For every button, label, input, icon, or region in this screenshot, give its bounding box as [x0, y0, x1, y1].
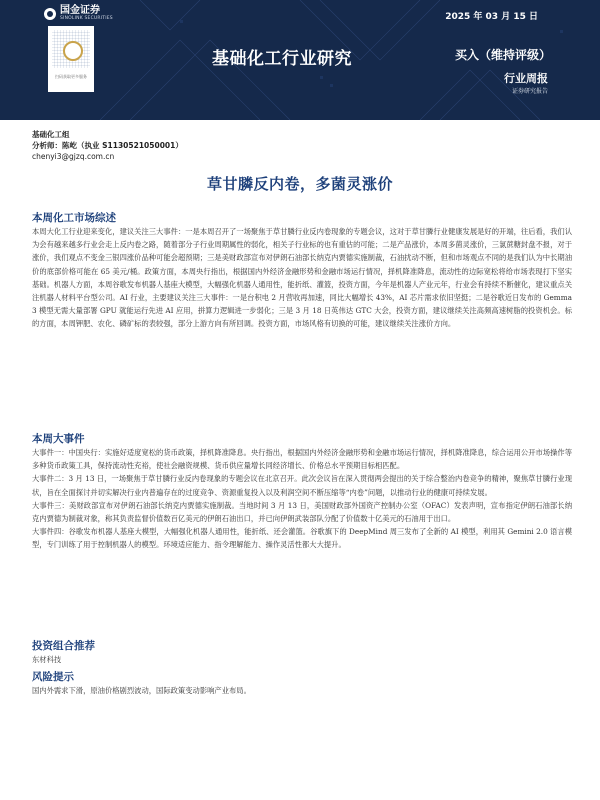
qr-seal-icon — [63, 41, 83, 61]
report-banner — [0, 0, 600, 120]
report-date: 2025 年 03 月 15 日 — [445, 12, 538, 22]
main-title: 草甘膦反内卷，多菌灵涨价 — [206, 175, 393, 193]
market-review-text — [32, 225, 572, 331]
brand-name-cn: 国金证券 — [60, 5, 100, 16]
portfolio-text: 东材科技 — [32, 655, 62, 664]
qr-label: 扫码获取更多服务 — [55, 74, 87, 79]
report-subtype: 证券研究报告 — [511, 88, 548, 95]
weekly-events-list — [32, 446, 572, 552]
portfolio-heading: 投资组合推荐 — [32, 640, 95, 652]
brand-name-en: SINOLINK SECURITIES — [60, 16, 113, 21]
portfolio-section — [32, 640, 572, 666]
author-email[interactable]: chenyi3@gjzq.com.cn — [32, 152, 115, 161]
author-analyst: 分析师：陈屹（执业 S1130521050001） — [32, 141, 183, 150]
report-title: 基础化工行业研究 — [212, 49, 352, 69]
risk-heading: 风险提示 — [32, 671, 74, 683]
rating: 买入（维持评级） — [454, 48, 551, 62]
market-review-paragraph: 本周大化工行业迎来变化，建议关注三大事件：一是本周召开了一场聚焦于草甘膦行业反内卷现象的专题会议，这对于草甘膦行业健康发展是好的开端，往后看，我们认为会有越来越多行业会走上反内卷之路，随着部分子行业周期属性的弱化，相关子行业标的也有重估的可能；二是产品涨价，本周多菌灵涨价，三氯蔗糖封盘不报，对于涨价，我们观点不变金三银四涨价品种可能会超预期；三是美财政部宣布对伊朗石油部长纳克内贾德实施制裁，石油扰动不断，但和市场观点不同的是我们认为中长期油价的底部价格可能在 65 美元/桶。政策方面，本周央行指出，根据国内外经济金融形势和金融市场运行情况，择机降准降息，流动性的边际宽松将给市场表现打下坚实基础。机器人方面，本周谷歌发布机器人基座大模型，大幅强化机器人通用性，能折纸、灌篮，投资方面，今年是机器人产业元年，行业会有持续不断催化，建议重点关注机器人材料平台型公司。AI 行业，主要建议关注三大事件：一是台积电 2 月营收再加速，同比大幅增长 43%，AI 芯片需求依旧坚挺；二是谷歌近日发布的 Gemma 3 模型无需大量部署 GPU 就能运行先进 AI 应用，拼算力逻辑进一步弱化；三是 3 月 18 日英伟达 GTC 大会，投资方面，建议继续关注高频高速树脂的投资机会。标的方面，本周钾肥、农化、磷矿标的表较强，部分上游方向有所回调。投资方面，市场风格有切换的可能，建议继续关注涨价方向。 — [32, 227, 572, 329]
report-type: 行业周报 — [504, 72, 548, 85]
event-item: 大事件二：3 月 13 日，一场聚焦于草甘膦行业反内卷现象的专题会议在北京召开。此次会议旨在深入贯彻两会提出的关于综合整治内卷竞争的精神，聚焦草甘膦行业现状，旨在全面探讨并切实解决行业内普遍存在的过度竞争、资源重复投入以及利润空间不断压缩等“内卷”问题，以推动行业的健康可持续发展。 — [32, 474, 572, 497]
brand-logo-icon — [44, 8, 56, 20]
market-review-section — [32, 212, 572, 331]
market-review-heading: 本周化工市场综述 — [32, 212, 116, 224]
event-item: 大事件三：美财政部宣布对伊朗石油部长纳克内贾德实施制裁。当地时间 3 月 13 日，美国财政部外国资产控制办公室（OFAC）发表声明，宣布指定伊朗石油部长纳克内贾德为制裁对象，称其负责监督价值数百亿美元的伊朗石油出口，并已向伊朗武装部队分配了价值数十亿美元的石油用于出口。 — [32, 500, 572, 524]
event-item: 大事件四：谷歌发布机器人基座大模型，大幅强化机器人通用性，能折纸、还会灌篮。谷歌旗下的 DeepMind 周三发布了全新的 AI 模型，利用其 Gemini 2.0 语言模型，专门训练了用于控制机器人的模型。环境适应能力、指令理解能力、操作灵活性都大大提升。 — [32, 527, 572, 550]
weekly-events-heading: 本周大事件 — [32, 433, 85, 445]
qr-code — [48, 26, 94, 92]
weekly-events-section — [32, 433, 572, 552]
risk-section — [32, 671, 572, 697]
event-item: 大事件一：中国央行：实施好适度宽松的货币政策，择机降准降息。央行指出，根据国内外经济金融形势和金融市场运行情况，择机降准降息，综合运用公开市场操作等多种货币政策工具，保持流动性充裕，使社会融资规模、货币供应量增长同经济增长、价格总水平预期目标相匹配。 — [32, 448, 572, 471]
brand-logo — [44, 6, 113, 21]
author-info — [32, 129, 183, 162]
author-group: 基础化工组 — [32, 130, 70, 139]
risk-text: 国内外需求下滑，原油价格剧烈波动，国际政策变动影响产业布局。 — [32, 686, 251, 695]
